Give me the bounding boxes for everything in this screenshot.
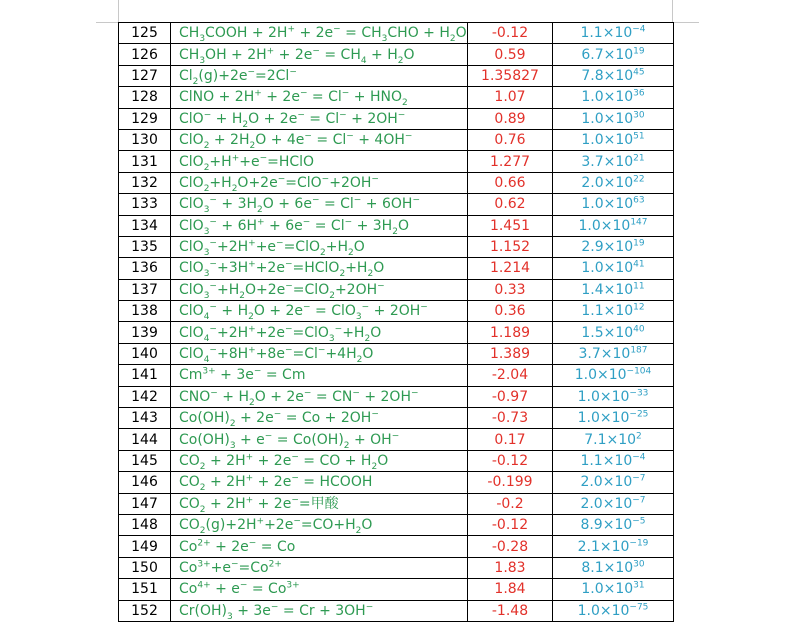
- table-row: [119, 343, 674, 364]
- row-number: 135: [119, 236, 171, 257]
- table-row: [119, 236, 674, 257]
- equilibrium-constant: $8.9\times 10^{-5}$: [553, 514, 674, 535]
- equilibrium-constant: $1.0\times 10^{63}$: [553, 194, 674, 215]
- standard-potential: -0.12: [468, 514, 553, 535]
- row-number: 125: [119, 23, 171, 44]
- half-reaction: $Co^{4+} + e^- = Co^{3+}$: [171, 579, 468, 600]
- half-reaction: $Cl_2(g)+2e^-=2Cl^-$: [171, 65, 468, 86]
- half-reaction: $ClO_2+H_2O+2e^-=ClO^-+2OH^-$: [171, 172, 468, 193]
- table-row: [119, 172, 674, 193]
- standard-potential: 1.389: [468, 343, 553, 364]
- half-reaction: $CO_2 + 2H^+ + 2e^-$ = CO + $H_2O$: [171, 450, 468, 471]
- standard-potential: -0.2: [468, 493, 553, 514]
- table-row: [119, 108, 674, 129]
- equilibrium-constant: $2.0\times 10^{-7}$: [553, 472, 674, 493]
- standard-potential: 1.35827: [468, 65, 553, 86]
- equilibrium-constant: $7.1\times 10^2$: [553, 429, 674, 450]
- table-row: [119, 129, 674, 150]
- row-number: 131: [119, 151, 171, 172]
- standard-potential: -0.12: [468, 23, 553, 44]
- table-row: [119, 301, 674, 322]
- half-reaction: $ClO_3^-+3H^++2e^-=HClO_2+H_2O$: [171, 258, 468, 279]
- equilibrium-constant: $3.7\times 10^{21}$: [553, 151, 674, 172]
- equilibrium-constant: $7.8\times 10^{45}$: [553, 65, 674, 86]
- standard-potential: -0.28: [468, 536, 553, 557]
- table-row: [119, 23, 674, 44]
- row-number: 127: [119, 65, 171, 86]
- equilibrium-constant: $1.5\times 10^{40}$: [553, 322, 674, 343]
- table-row: [119, 472, 674, 493]
- half-reaction: ClNO + $2H^+ + 2e^- = Cl^- + HNO_2$: [171, 87, 468, 108]
- standard-potential: 0.17: [468, 429, 553, 450]
- equilibrium-constant: $1.4\times 10^{11}$: [553, 279, 674, 300]
- standard-potential: 0.62: [468, 194, 553, 215]
- half-reaction: $CH_3OH + 2H^+ + 2e^- = CH_4 + H_2O$: [171, 44, 468, 65]
- table-row: [119, 579, 674, 600]
- row-number: 128: [119, 87, 171, 108]
- table-row: [119, 151, 674, 172]
- equilibrium-constant: $1.0\times 10^{31}$: [553, 579, 674, 600]
- table-row: [119, 194, 674, 215]
- standard-potential: 1.83: [468, 557, 553, 578]
- table-body: [119, 23, 674, 622]
- table-row: [119, 514, 674, 535]
- half-reaction: $ClO_3^- + 3H_2O + 6e^- = Cl^- + 6OH^-$: [171, 194, 468, 215]
- half-reaction: $Co(OH)_2 + 2e^- = Co + 2OH^-$: [171, 408, 468, 429]
- half-reaction: $Co(OH)_3 + e^- = Co(OH)_2 + OH^-$: [171, 429, 468, 450]
- row-number: 140: [119, 343, 171, 364]
- standard-potential: 0.59: [468, 44, 553, 65]
- half-reaction: $CH_3COOH + 2H^+ + 2e^- = CH_3CHO + H_2O$: [171, 23, 468, 44]
- table-row: [119, 600, 674, 621]
- standard-potential: -1.48: [468, 600, 553, 621]
- half-reaction: $ClO_3^- + 6H^+ + 6e^- = Cl^- + 3H_2O$: [171, 215, 468, 236]
- standard-potential: 0.76: [468, 129, 553, 150]
- equilibrium-constant: $1.0\times 10^{-75}$: [553, 600, 674, 621]
- equilibrium-constant: $1.0\times 10^{36}$: [553, 87, 674, 108]
- equilibrium-constant: $1.0\times 10^{147}$: [553, 215, 674, 236]
- standard-potential: -2.04: [468, 365, 553, 386]
- table-row: [119, 279, 674, 300]
- table-row: [119, 44, 674, 65]
- row-number: 149: [119, 536, 171, 557]
- row-number: 129: [119, 108, 171, 129]
- row-number: 147: [119, 493, 171, 514]
- half-reaction: ClO$_2$+H++e−=HClO: [171, 151, 468, 172]
- half-reaction: $Co^{2+} + 2e^- = Co$: [171, 536, 468, 557]
- standard-potential: 1.214: [468, 258, 553, 279]
- row-number: 136: [119, 258, 171, 279]
- row-number: 151: [119, 579, 171, 600]
- table-row: [119, 258, 674, 279]
- equilibrium-constant: $2.0\times 10^{-7}$: [553, 493, 674, 514]
- equilibrium-constant: $1.0\times 10^{-104}$: [553, 365, 674, 386]
- half-reaction: $Co^{3+}+e^-=Co^{2+}$: [171, 557, 468, 578]
- row-number: 148: [119, 514, 171, 535]
- standard-potential: 1.451: [468, 215, 553, 236]
- standard-potential: 1.152: [468, 236, 553, 257]
- standard-potential: 0.33: [468, 279, 553, 300]
- row-number: 139: [119, 322, 171, 343]
- page-corner-mark-right: [672, 0, 699, 23]
- row-number: 152: [119, 600, 171, 621]
- equilibrium-constant: $8.1\times 10^{30}$: [553, 557, 674, 578]
- row-number: 130: [119, 129, 171, 150]
- half-reaction: $ClO_3^-+2H^++e^-=ClO_2+H_2O$: [171, 236, 468, 257]
- standard-potential: -0.12: [468, 450, 553, 471]
- equilibrium-constant: $1.0\times 10^{30}$: [553, 108, 674, 129]
- page-corner-mark-left: [96, 0, 119, 23]
- standard-potential: 0.66: [468, 172, 553, 193]
- row-number: 144: [119, 429, 171, 450]
- equilibrium-constant: $2.1\times 10^{-19}$: [553, 536, 674, 557]
- table-row: [119, 365, 674, 386]
- row-number: 133: [119, 194, 171, 215]
- table-row: [119, 429, 674, 450]
- equilibrium-constant: $1.0\times 10^{41}$: [553, 258, 674, 279]
- table-row: [119, 408, 674, 429]
- row-number: 150: [119, 557, 171, 578]
- table-row: [119, 536, 674, 557]
- standard-potential: 1.07: [468, 87, 553, 108]
- standard-potential: 1.277: [468, 151, 553, 172]
- equilibrium-constant: $1.1\times 10^{12}$: [553, 301, 674, 322]
- half-reaction: $CO_2(g)+2H^++2e^-=CO+H_2O$: [171, 514, 468, 535]
- row-number: 142: [119, 386, 171, 407]
- table-row: [119, 215, 674, 236]
- equilibrium-constant: $1.0\times 10^{51}$: [553, 129, 674, 150]
- row-number: 141: [119, 365, 171, 386]
- row-number: 143: [119, 408, 171, 429]
- half-reaction: $CNO^- + H_2O + 2e^- = CN^- + 2OH^-$: [171, 386, 468, 407]
- table-row: [119, 557, 674, 578]
- equilibrium-constant: $1.0\times 10^{-25}$: [553, 408, 674, 429]
- table-row: [119, 87, 674, 108]
- half-reaction: $ClO^- + H_2O + 2e^- = Cl^- + 2OH^-$: [171, 108, 468, 129]
- half-reaction: $Cr(OH)_3 + 3e^- = Cr + 3OH^-$: [171, 600, 468, 621]
- equilibrium-constant: $2.9\times 10^{19}$: [553, 236, 674, 257]
- half-reaction: $CO_2 + 2H^+ + 2e^-$ = HCOOH: [171, 472, 468, 493]
- equilibrium-constant: $6.7\times 10^{19}$: [553, 44, 674, 65]
- table-row: [119, 450, 674, 471]
- half-reaction: $CO_2 + 2H^+ + 2e^-=$甲酸: [171, 493, 468, 514]
- row-number: 145: [119, 450, 171, 471]
- half-reaction: $ClO_2 + 2H_2O + 4e^- = Cl^- + 4OH^-$: [171, 129, 468, 150]
- half-reaction: $ClO_4^-+8H^++8e^-=Cl^-+4H_2O$: [171, 343, 468, 364]
- row-number: 126: [119, 44, 171, 65]
- equilibrium-constant: $1.0\times 10^{-33}$: [553, 386, 674, 407]
- standard-potential: -0.199: [468, 472, 553, 493]
- standard-potential: -0.97: [468, 386, 553, 407]
- table-row: [119, 65, 674, 86]
- equilibrium-constant: $2.0\times 10^{22}$: [553, 172, 674, 193]
- equilibrium-constant: $3.7\times 10^{187}$: [553, 343, 674, 364]
- equilibrium-constant: $1.1\times 10^{-4}$: [553, 23, 674, 44]
- standard-potential: -0.73: [468, 408, 553, 429]
- standard-potential: 0.36: [468, 301, 553, 322]
- half-reaction: $ClO_3^-+H_2O+2e^-=ClO_2+2OH^-$: [171, 279, 468, 300]
- electrode-potential-table: [118, 22, 674, 622]
- standard-potential: 1.189: [468, 322, 553, 343]
- half-reaction: $Cm^{3+} + 3e^- = Cm$: [171, 365, 468, 386]
- row-number: 137: [119, 279, 171, 300]
- row-number: 146: [119, 472, 171, 493]
- standard-potential: 0.89: [468, 108, 553, 129]
- table-row: [119, 386, 674, 407]
- row-number: 134: [119, 215, 171, 236]
- standard-potential: 1.84: [468, 579, 553, 600]
- row-number: 132: [119, 172, 171, 193]
- equilibrium-constant: $1.1\times 10^{-4}$: [553, 450, 674, 471]
- row-number: 138: [119, 301, 171, 322]
- half-reaction: $ClO_4^- + H_2O + 2e^- = ClO_3^- + 2OH^-$: [171, 301, 468, 322]
- table-row: [119, 322, 674, 343]
- table-row: [119, 493, 674, 514]
- half-reaction: $ClO_4^-+2H^++2e^-=ClO_3^-+H_2O$: [171, 322, 468, 343]
